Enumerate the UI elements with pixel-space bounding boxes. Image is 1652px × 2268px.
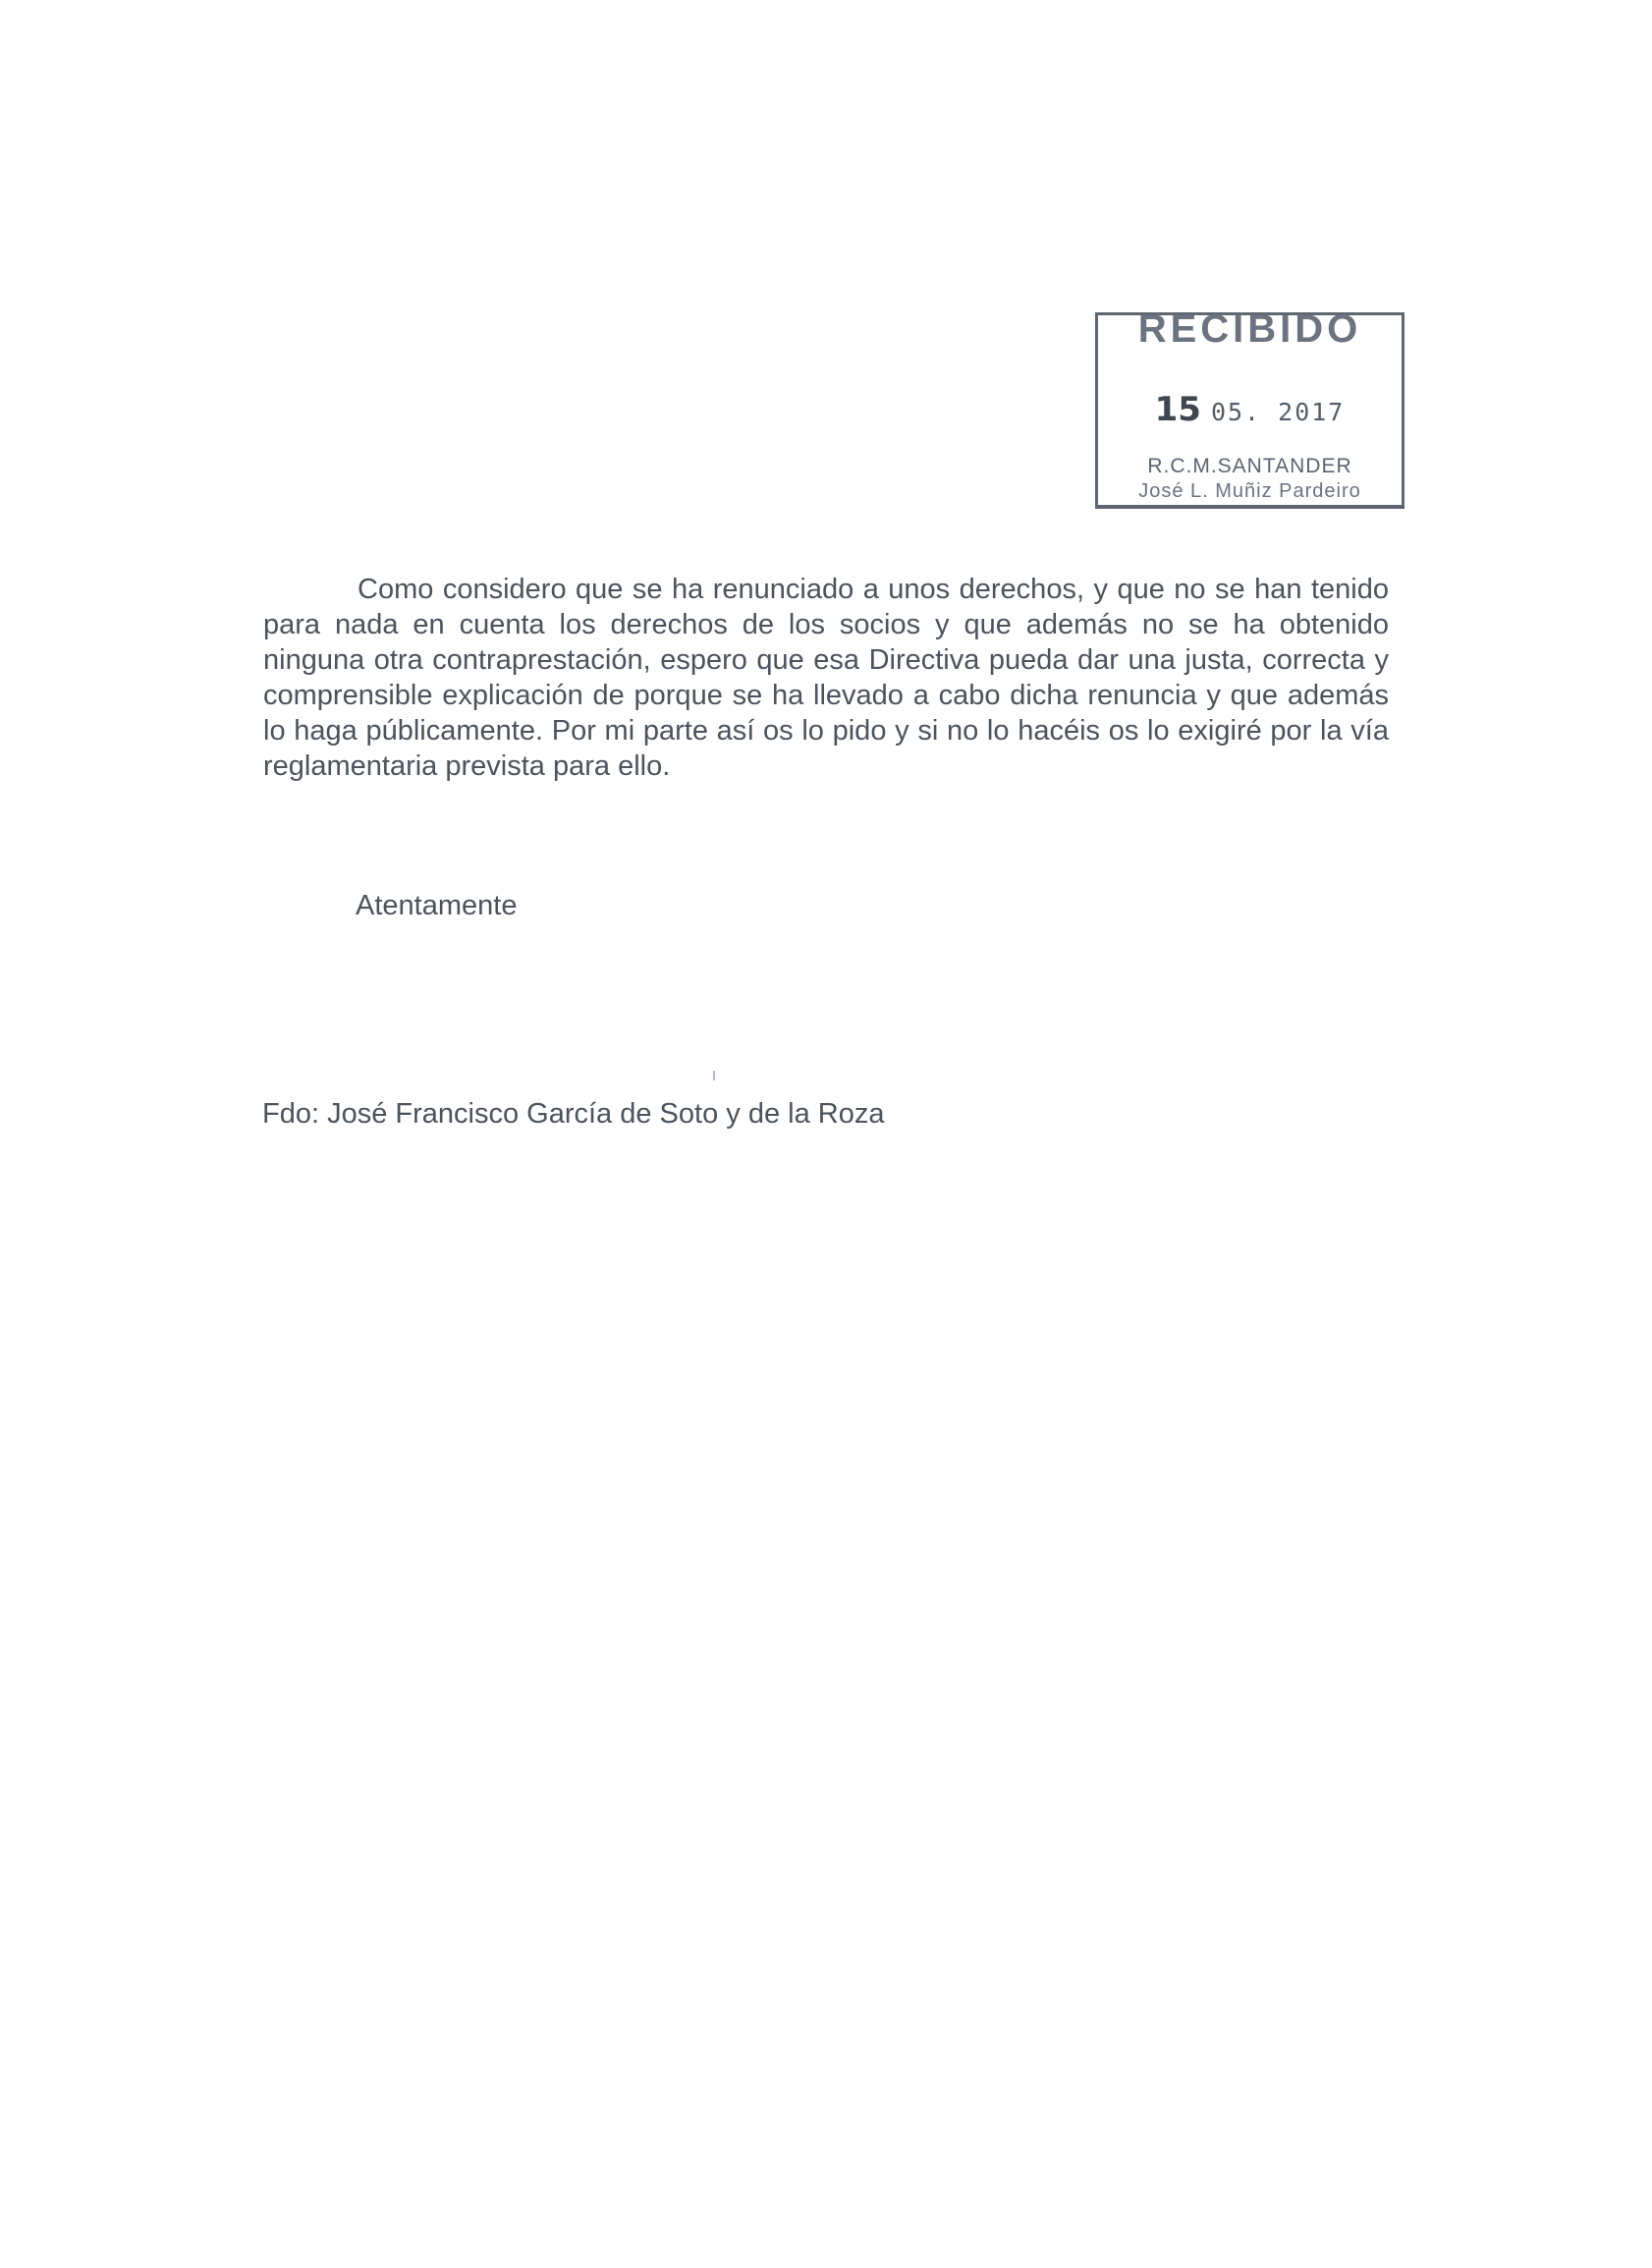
stamp-office: R.C.M.SANTANDER bbox=[1147, 455, 1352, 477]
letter-body: Como considero que se ha renunciado a unos derechos, y que no se han tenido para nada en cuenta los derechos de los socios y que además no se ha obtenido ninguna otra contraprestación, espero que esa Directiva pueda dar una justa, correcta y comprensible explicación de porque se ha llevado a cabo dicha renuncia y que además lo haga públicamente. Por mi parte así os lo pido y si no lo hacéis os lo exigiré por la vía reglamentaria prevista para ello. bbox=[263, 574, 1389, 782]
stamp-month-year: 05. 2017 bbox=[1210, 398, 1346, 426]
received-stamp bbox=[1095, 307, 1404, 509]
letter-closing: Atentamente bbox=[356, 890, 518, 921]
stamp-person: José L. Muñiz Pardeiro bbox=[1138, 480, 1361, 502]
scan-speck bbox=[713, 1071, 715, 1080]
stamp-title: RECIBIDO bbox=[1137, 307, 1362, 351]
stamp-day: 15 bbox=[1154, 390, 1201, 429]
stamp-date bbox=[1098, 390, 1402, 432]
signature-line: Fdo: José Francisco García de Soto y de la Roza bbox=[262, 1098, 885, 1130]
